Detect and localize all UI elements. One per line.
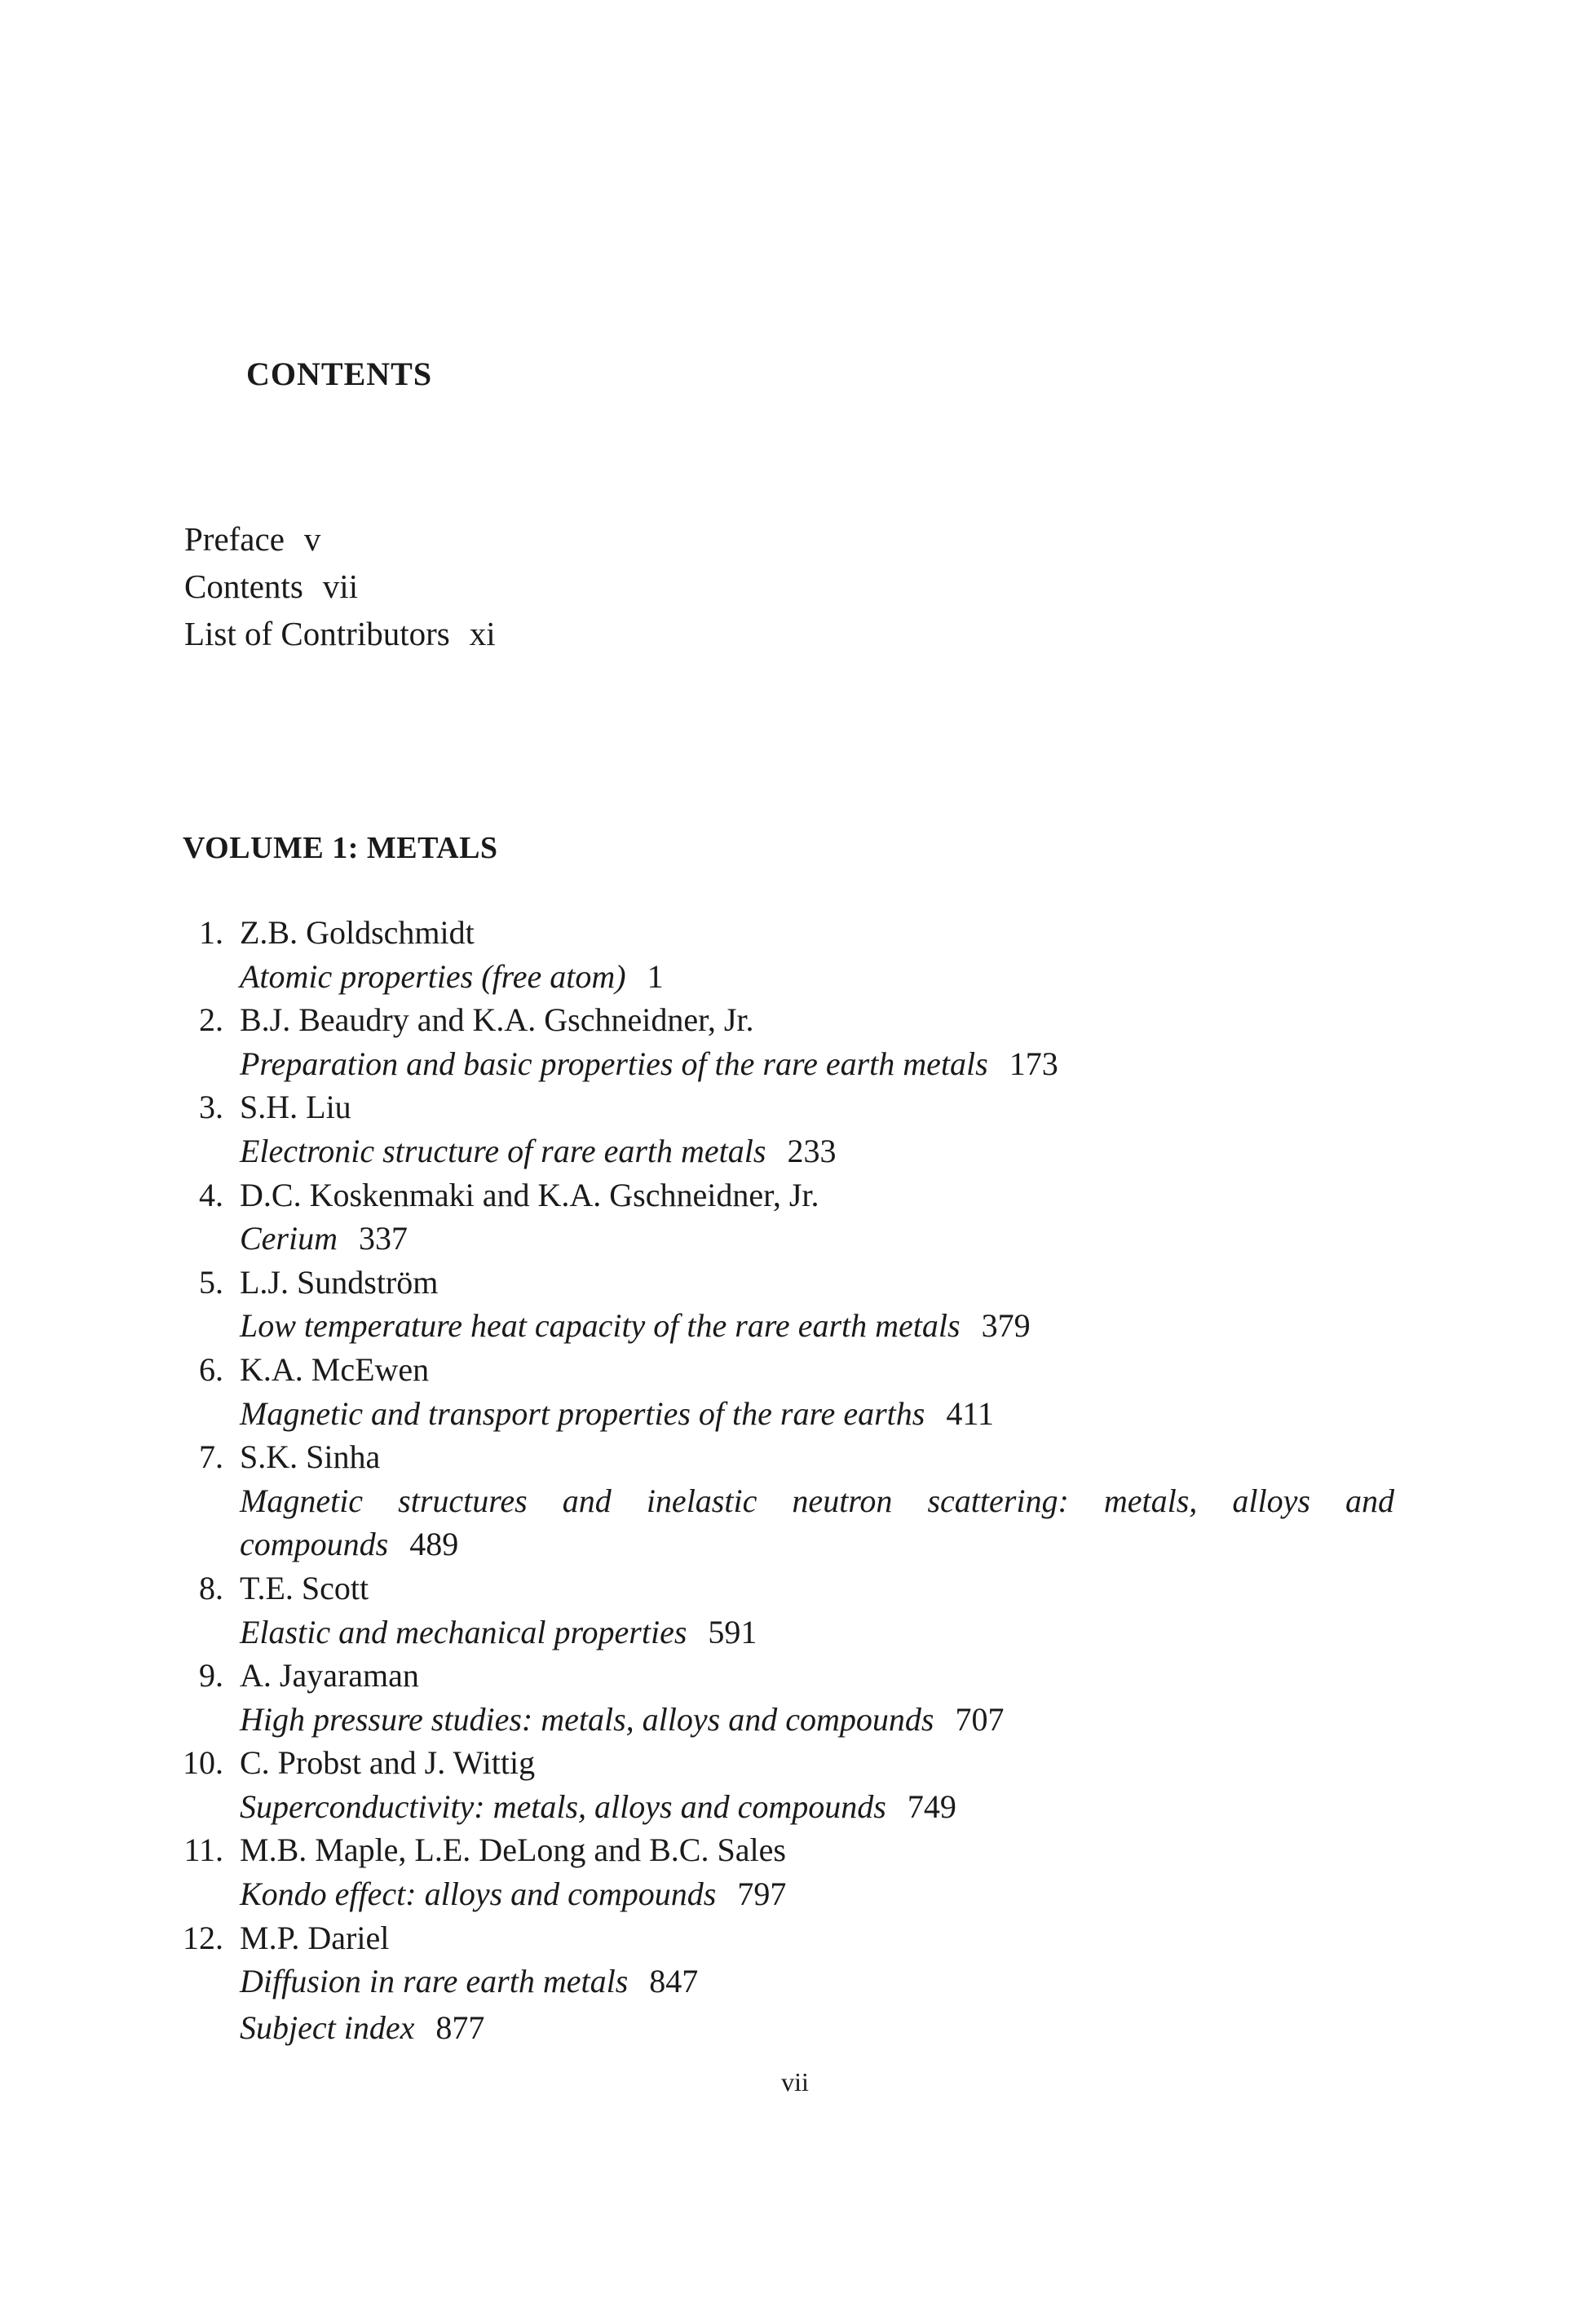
front-matter-item (184, 563, 496, 610)
front-matter-page: v (303, 520, 321, 558)
chapter-authors: D.C. Koskenmaki and K.A. Gschneidner, Jr. (240, 1176, 819, 1213)
chapter-entry (0, 1348, 1590, 1435)
chapter-entry (0, 1828, 1590, 1915)
chapter-title: Kondo effect: alloys and compounds (240, 1876, 717, 1913)
chapter-page: 797 (737, 1876, 787, 1913)
chapter-authors: M.B. Maple, L.E. DeLong and B.C. Sales (240, 1831, 786, 1869)
chapter-authors: T.E. Scott (240, 1569, 369, 1606)
chapter-title: Low temperature heat capacity of the rare earth metals (240, 1307, 961, 1345)
chapter-number: 3. (199, 1089, 223, 1126)
front-matter-item (184, 610, 496, 657)
chapter-authors: A. Jayaraman (240, 1657, 419, 1694)
chapter-number: 2. (199, 1001, 223, 1039)
chapter-entry (0, 1085, 1590, 1173)
chapter-page: 847 (649, 1963, 699, 2000)
chapter-authors: S.H. Liu (240, 1089, 351, 1126)
chapter-authors: S.K. Sinha (240, 1438, 381, 1476)
chapter-page: 379 (981, 1307, 1031, 1345)
chapter-number: 8. (199, 1569, 223, 1606)
chapter-title: High pressure studies: metals, alloys and compounds (240, 1700, 934, 1738)
chapter-title: Superconductivity: metals, alloys and compounds (240, 1787, 886, 1825)
chapter-title: Electronic structure of rare earth metals (240, 1132, 766, 1169)
front-matter-label: List of Contributors (184, 615, 450, 652)
chapter-authors: B.J. Beaudry and K.A. Gschneidner, Jr. (240, 1001, 754, 1039)
page-number: vii (781, 2067, 809, 2096)
page-title: CONTENTS (246, 356, 433, 392)
chapter-number: 4. (199, 1176, 223, 1213)
front-matter-label: Preface (184, 520, 285, 558)
chapter-entry (0, 1261, 1590, 1348)
chapter-page: 411 (946, 1394, 994, 1432)
subject-index-label: Subject index (240, 2008, 415, 2046)
chapter-number: 7. (199, 1438, 223, 1476)
front-matter-list (184, 515, 496, 657)
front-matter-label: Contents (184, 568, 303, 605)
chapter-authors: K.A. McEwen (240, 1350, 430, 1388)
chapter-authors: C. Probst and J. Wittig (240, 1744, 536, 1782)
chapter-authors: L.J. Sundström (240, 1263, 439, 1301)
chapter-entry (0, 1435, 1590, 1566)
chapter-title: Cerium (240, 1220, 338, 1257)
chapter-number: 11. (183, 1831, 223, 1869)
front-matter-page: vii (322, 568, 359, 605)
chapter-page: 591 (708, 1613, 757, 1650)
chapter-entry (0, 911, 1590, 998)
chapter-title: Magnetic structures and inelastic neutron scattering: metals, alloys and compounds (240, 1482, 1394, 1563)
volume-heading: VOLUME 1: METALS (183, 831, 498, 865)
chapter-title: Atomic properties (free atom) (240, 957, 626, 995)
chapter-page: 337 (359, 1220, 408, 1257)
chapter-page: 749 (907, 1787, 956, 1825)
chapter-page: 233 (787, 1132, 837, 1169)
chapter-number: 10. (183, 1744, 223, 1782)
chapter-entry (0, 1173, 1590, 1261)
chapter-authors: Z.B. Goldschmidt (240, 914, 475, 951)
chapter-entry (0, 1741, 1590, 1828)
subject-index-entry (0, 2006, 1590, 2050)
chapter-number: 12. (183, 1919, 223, 1956)
chapter-page: 173 (1009, 1045, 1058, 1082)
chapter-title: Elastic and mechanical properties (240, 1613, 687, 1650)
chapter-authors: M.P. Dariel (240, 1919, 390, 1956)
chapter-number: 5. (199, 1263, 223, 1301)
chapter-entry (0, 1916, 1590, 2004)
chapter-page: 489 (409, 1526, 459, 1563)
chapter-number: 1. (199, 914, 223, 951)
chapter-entry (0, 1566, 1590, 1654)
chapter-title: Preparation and basic properties of the rare earth metals (240, 1045, 988, 1082)
front-matter-item (184, 515, 496, 563)
chapter-entry (0, 998, 1590, 1085)
chapter-number: 9. (199, 1657, 223, 1694)
subject-index-page: 877 (435, 2008, 485, 2046)
chapter-page: 707 (955, 1700, 1005, 1738)
chapter-list (0, 911, 1590, 2049)
front-matter-page: xi (469, 615, 496, 652)
chapter-number: 6. (199, 1350, 223, 1388)
chapter-title: Diffusion in rare earth metals (240, 1963, 629, 2000)
chapter-entry (0, 1654, 1590, 1741)
chapter-title: Magnetic and transport properties of the rare earths (240, 1394, 925, 1432)
chapter-page: 1 (647, 957, 664, 995)
